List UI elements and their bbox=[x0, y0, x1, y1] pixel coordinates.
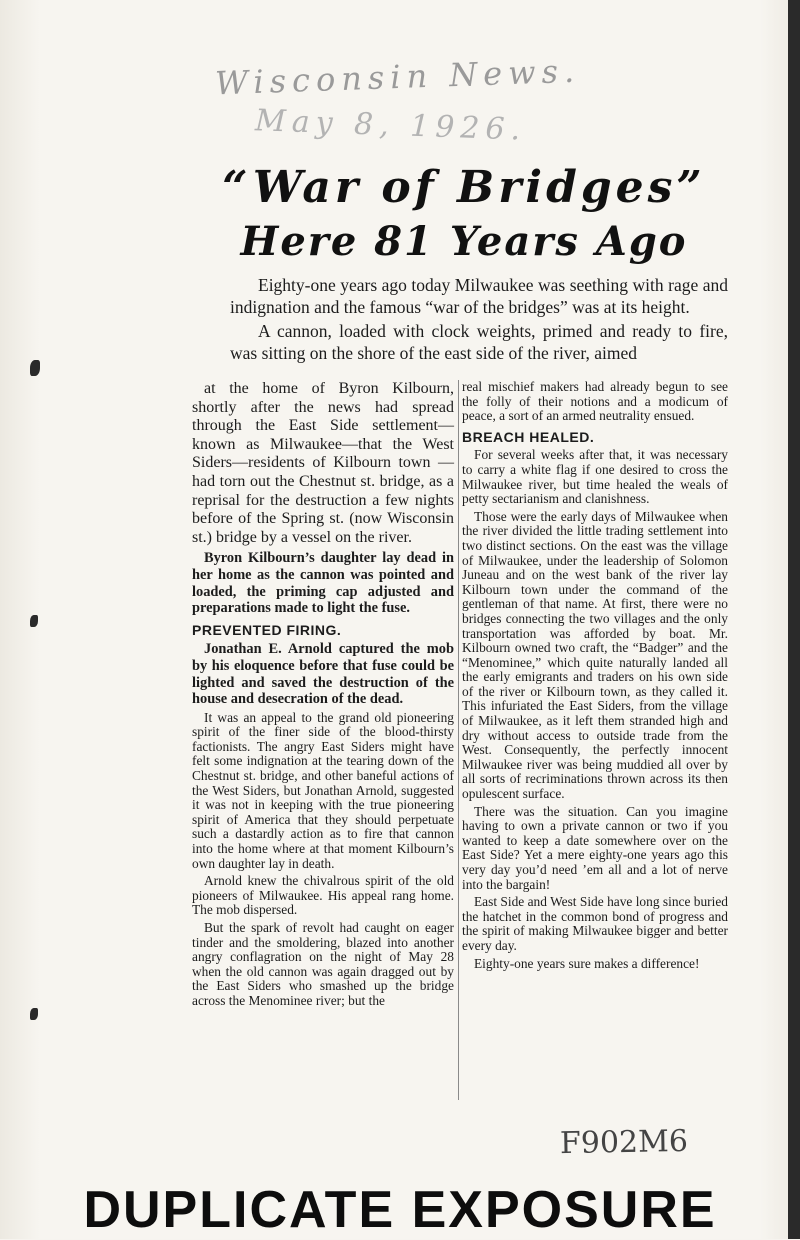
film-speck bbox=[30, 360, 40, 376]
article-paragraph: Arnold knew the chivalrous spirit of the old pioneers of Milwaukee. His appeal rang home. The mob dispersed. bbox=[192, 873, 454, 918]
subheading: BREACH HEALED. bbox=[462, 428, 595, 445]
duplicate-exposure-banner: DUPLICATE EXPOSURE bbox=[83, 1181, 717, 1239]
article-paragraph: real mischief makers had already begun to see the folly of their notions and a modicum of peace, a sort of an armed neutrality ensued. bbox=[462, 379, 728, 424]
article-paragraph: at the home of Byron Kilbourn, shortly after the news had spread through the East Side settlement—known as Milwaukee—that the West Siders—residents of Kilbourn town — had torn out the Chestnut st. bridge, as a reprisal for the destruction a few nights before of the Spring st. (now Wisconsin st.) bridge by a vessel on the river. bbox=[192, 380, 454, 546]
headline-line-1: “War of Bridges” bbox=[222, 162, 706, 213]
article-paragraph: Eighty-one years sure makes a difference! bbox=[474, 955, 700, 971]
film-edge bbox=[788, 0, 800, 1239]
article-paragraph: There was the situation. Can you imagine having to own a private cannon or two if you wanted to keep a date somewhere over on the East Side? Yet a mere eighty-one years ago this very day you’d need ’em all and a lot of nerve into the bargain! bbox=[462, 803, 728, 892]
article-paragraph: For several weeks after that, it was necessary to carry a white flag if one desired to cross the Milwaukee river, but time healed the weals of petty sectarianism and clanishness. bbox=[462, 447, 728, 507]
headline-line-2: Here 81 Years Ago bbox=[240, 218, 688, 265]
catalog-number: F902M6 bbox=[559, 1123, 689, 1162]
film-speck bbox=[30, 1008, 38, 1020]
article-paragraph: Those were the early days of Milwaukee when the river divided the little trading settlement into two distinct sections. On the east was the village of Milwaukee, under the leadership of Solomon Juneau and on the west bank of the river lay Kilbourn town under the command of the gentleman of that name. At first, there were no bridges connecting the two villages and the only transportation was afforded by boat. Mr. Kilbourn owned two craft, the “Badger” and the “Menominee,” which quite naturally landed all the early emigrants and traders on his own side of the river or Kilbourn town, as they called it. This infuriated the East Siders, from the village of Milwaukee, as it left them stranded high and dry without access to outside trade from the West. Consequently, the perfectly innocent Milwaukee river was being muddied all over by all sorts of recriminations thrown across its then opulescent surface. bbox=[462, 508, 728, 802]
lead-paragraphs bbox=[230, 274, 728, 366]
handwritten-source: Wisconsin News. bbox=[214, 51, 581, 103]
left-column bbox=[192, 380, 454, 1012]
subheading: PREVENTED FIRING. bbox=[192, 621, 342, 638]
article-paragraph: Jonathan E. Arnold captured the mob by his eloquence before that fuse could be lighted and saved the destruction of the house and desecration of the dead. bbox=[192, 641, 454, 708]
newspaper-clipping bbox=[190, 152, 738, 1102]
article-paragraph: East Side and West Side have long since buried the hatchet in the common bond of progress and the spirit of making Milwaukee bigger and better every day. bbox=[462, 894, 728, 953]
article-paragraph: Byron Kilbourn’s daughter lay dead in her home as the cannon was pointed and loaded, the priming cap adjusted and preparations made to light the fuse. bbox=[192, 550, 454, 617]
column-divider bbox=[458, 380, 459, 1100]
lead-paragraph: Eighty-one years ago today Milwaukee was seething with rage and indignation and the famous “war of the bridges” was at its height. bbox=[230, 275, 728, 317]
handwritten-date: May 8, 1926. bbox=[254, 103, 527, 148]
article-paragraph: It was an appeal to the grand old pioneering spirit of the finer side of the blood-thirsty factionists. The angry East Siders might have felt some indignation at the tearing down of the Chestnut st. bridge, and other baneful actions of the West Siders, but Jonathan Arnold, suggested it was not in keeping with the true pioneering spirit of America that they should perpetuate such a dastardly action as to fire that cannon into the home where at that moment Kilbourn’s own daughter lay in death. bbox=[192, 709, 454, 871]
lead-paragraph: A cannon, loaded with clock weights, primed and ready to fire, was sitting on the shore of the east side of the river, aimed bbox=[230, 321, 728, 363]
right-column bbox=[462, 380, 728, 974]
article-paragraph: But the spark of revolt had caught on eager tinder and the smoldering, blazed into another angry conflagration on the night of May 28 when the old cannon was again dragged out by the East Siders who smashed up the bridge across the Menominee river; but the bbox=[192, 920, 454, 1008]
film-speck bbox=[30, 615, 38, 627]
